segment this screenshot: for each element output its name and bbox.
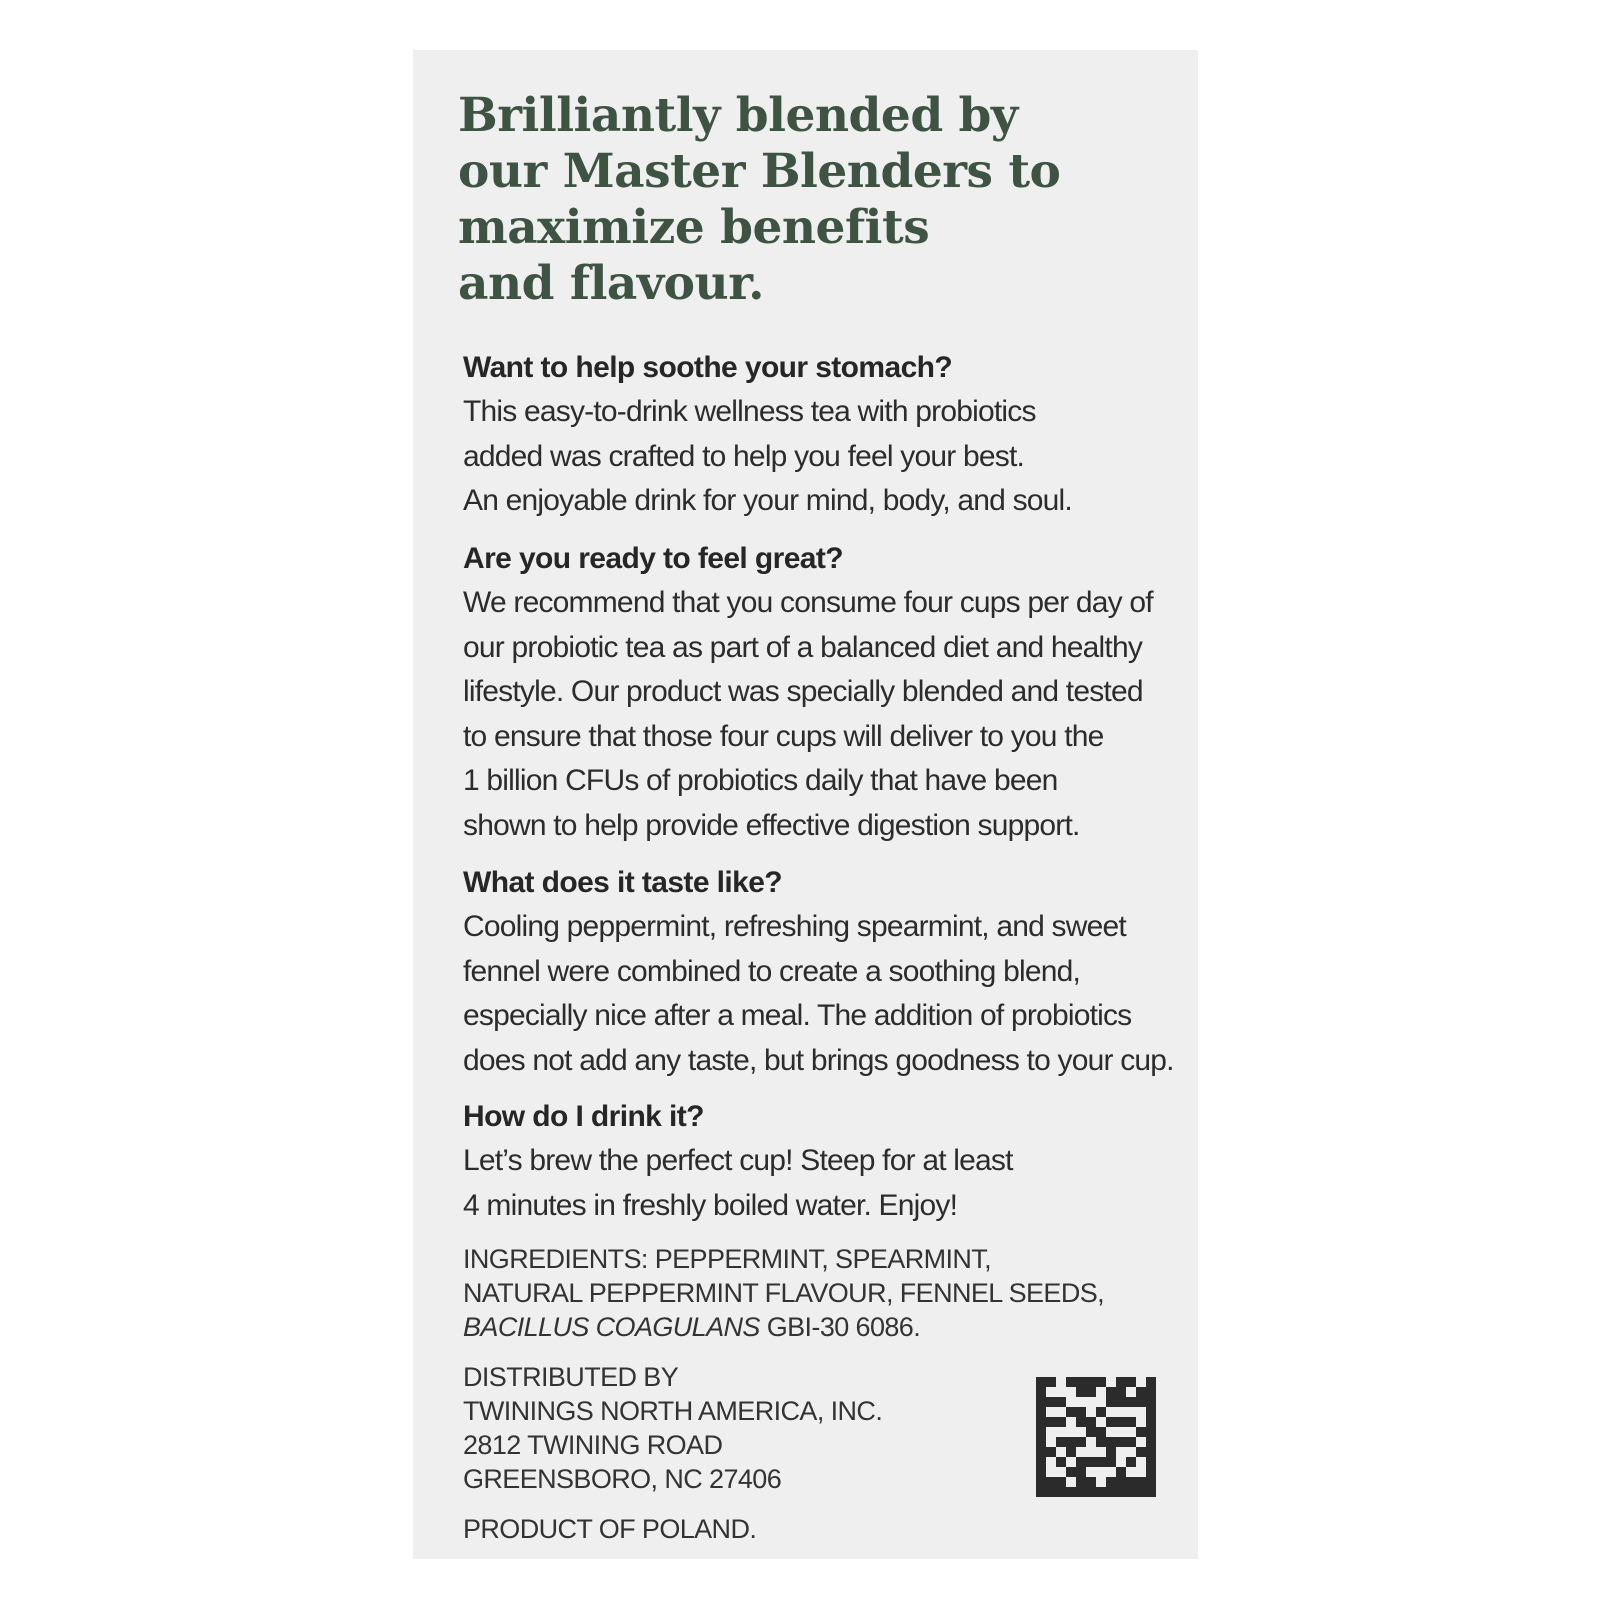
matrix-cell xyxy=(1146,1487,1156,1497)
section-text-line: lifestyle. Our product was specially blended and tested xyxy=(463,675,1143,708)
matrix-cell xyxy=(1066,1407,1076,1417)
matrix-cell xyxy=(1036,1427,1046,1437)
matrix-cell xyxy=(1086,1387,1096,1397)
matrix-cell xyxy=(1146,1447,1156,1457)
matrix-cell xyxy=(1066,1437,1076,1447)
distributor-line: 2812 TWINING ROAD xyxy=(463,1430,723,1460)
probiotic-strain-name: BACILLUS COAGULANS xyxy=(463,1312,760,1342)
matrix-cell xyxy=(1146,1377,1156,1387)
matrix-cell xyxy=(1036,1447,1046,1457)
matrix-cell xyxy=(1086,1487,1096,1497)
section-heading: Want to help soothe your stomach? xyxy=(463,351,953,384)
product-origin xyxy=(463,1512,756,1546)
ingredients xyxy=(463,1242,1104,1344)
section-text-line: our probiotic tea as part of a balanced diet and healthy xyxy=(463,630,1143,664)
ingredients-line xyxy=(463,1310,1104,1344)
matrix-cell xyxy=(1106,1447,1116,1457)
matrix-cell xyxy=(1036,1387,1046,1397)
matrix-cell xyxy=(1116,1437,1126,1447)
section-drink xyxy=(463,1095,1163,1228)
matrix-cell xyxy=(1146,1427,1156,1437)
matrix-cell xyxy=(1146,1417,1156,1427)
matrix-cell xyxy=(1036,1417,1046,1427)
matrix-cell xyxy=(1146,1407,1156,1417)
matrix-cell xyxy=(1056,1457,1066,1467)
matrix-cell xyxy=(1146,1437,1156,1447)
matrix-cell xyxy=(1046,1487,1056,1497)
section-text-line: Cooling peppermint, refreshing spearmint, and sweet xyxy=(463,910,1126,943)
section-soothe xyxy=(463,346,1163,524)
matrix-cell xyxy=(1046,1377,1056,1387)
section-text-line: added was crafted to help you feel your best. xyxy=(463,439,1025,473)
matrix-cell xyxy=(1116,1397,1126,1407)
matrix-cell xyxy=(1126,1377,1136,1387)
matrix-cell xyxy=(1106,1487,1116,1497)
headline-line: maximize benefits xyxy=(458,200,930,255)
matrix-cell xyxy=(1056,1397,1066,1407)
matrix-cell xyxy=(1066,1487,1076,1497)
probiotic-strain-code: GBI-30 6086. xyxy=(759,1312,921,1342)
matrix-cell xyxy=(1126,1477,1136,1487)
matrix-cell xyxy=(1096,1427,1106,1437)
matrix-cell xyxy=(1076,1407,1086,1417)
matrix-cell xyxy=(1036,1407,1046,1417)
matrix-cell xyxy=(1066,1447,1076,1457)
matrix-cell xyxy=(1136,1427,1146,1437)
matrix-cell xyxy=(1036,1377,1046,1387)
matrix-cell xyxy=(1086,1377,1096,1387)
section-text-line: does not add any taste, but brings goodness to your cup. xyxy=(463,1043,1174,1077)
matrix-cell xyxy=(1086,1417,1096,1427)
section-text-line: 4 minutes in freshly boiled water. Enjoy! xyxy=(463,1188,958,1222)
matrix-cell xyxy=(1116,1477,1126,1487)
section-text-line: especially nice after a meal. The addition of probiotics xyxy=(463,999,1132,1032)
matrix-cell xyxy=(1136,1447,1146,1457)
matrix-cell xyxy=(1116,1487,1126,1497)
matrix-cell xyxy=(1146,1457,1156,1467)
matrix-cell xyxy=(1106,1437,1116,1447)
matrix-cell xyxy=(1106,1457,1116,1467)
matrix-cell xyxy=(1076,1467,1086,1477)
matrix-cell xyxy=(1106,1397,1116,1407)
headline-line: Brilliantly blended by xyxy=(458,88,1018,143)
matrix-cell xyxy=(1086,1457,1096,1467)
matrix-cell xyxy=(1046,1397,1056,1407)
matrix-cell xyxy=(1146,1387,1156,1397)
matrix-cell xyxy=(1066,1467,1076,1477)
matrix-cell xyxy=(1136,1487,1146,1497)
matrix-cell xyxy=(1036,1437,1046,1447)
matrix-cell xyxy=(1126,1397,1136,1407)
headline xyxy=(458,88,1118,312)
data-matrix-code xyxy=(1036,1377,1156,1497)
headline-line: and flavour. xyxy=(458,256,765,311)
matrix-cell xyxy=(1036,1487,1046,1497)
matrix-cell xyxy=(1136,1477,1146,1487)
matrix-cell xyxy=(1106,1477,1116,1487)
matrix-cell xyxy=(1116,1467,1126,1477)
matrix-cell xyxy=(1036,1457,1046,1467)
matrix-cell xyxy=(1056,1437,1066,1447)
matrix-cell xyxy=(1046,1417,1056,1427)
matrix-cell xyxy=(1116,1417,1126,1427)
section-heading: Are you ready to feel great? xyxy=(463,542,843,575)
matrix-cell xyxy=(1106,1387,1116,1397)
matrix-cell xyxy=(1106,1417,1116,1427)
section-text-line: Let’s brew the perfect cup! Steep for at least xyxy=(463,1144,1013,1177)
matrix-cell xyxy=(1126,1487,1136,1497)
matrix-cell xyxy=(1076,1437,1086,1447)
matrix-cell xyxy=(1146,1477,1156,1487)
matrix-cell xyxy=(1086,1427,1096,1437)
matrix-cell xyxy=(1136,1387,1146,1397)
matrix-cell xyxy=(1056,1487,1066,1497)
matrix-cell xyxy=(1126,1417,1136,1427)
matrix-cell xyxy=(1146,1467,1156,1477)
matrix-cell xyxy=(1046,1447,1056,1457)
section-taste xyxy=(463,861,1174,1083)
matrix-cell xyxy=(1096,1407,1106,1417)
matrix-cell xyxy=(1146,1397,1156,1407)
ingredients-line: NATURAL PEPPERMINT FLAVOUR, FENNEL SEEDS, xyxy=(463,1278,1105,1308)
matrix-cell xyxy=(1036,1397,1046,1407)
section-text-line: An enjoyable drink for your mind, body, and soul. xyxy=(463,484,1072,517)
section-text-line: This easy-to-drink wellness tea with probiotics xyxy=(463,395,1036,428)
matrix-cell xyxy=(1096,1487,1106,1497)
matrix-cell xyxy=(1036,1477,1046,1487)
section-feel-great xyxy=(463,537,1163,848)
section-heading: How do I drink it? xyxy=(463,1100,704,1133)
distributor-line: DISTRIBUTED BY xyxy=(463,1362,679,1392)
matrix-cell xyxy=(1096,1377,1106,1387)
matrix-cell xyxy=(1056,1417,1066,1427)
section-text-line: 1 billion CFUs of probiotics daily that have been xyxy=(463,764,1058,797)
matrix-cell xyxy=(1096,1437,1106,1447)
matrix-cell xyxy=(1056,1477,1066,1487)
matrix-cell xyxy=(1076,1487,1086,1497)
matrix-cell xyxy=(1136,1397,1146,1407)
matrix-cell xyxy=(1076,1387,1086,1397)
matrix-cell xyxy=(1046,1477,1056,1487)
matrix-cell xyxy=(1076,1417,1086,1427)
matrix-cell xyxy=(1126,1437,1136,1447)
section-text-line: We recommend that you consume four cups per day of xyxy=(463,586,1153,619)
origin-line: PRODUCT OF POLAND. xyxy=(463,1514,757,1544)
matrix-cell xyxy=(1116,1377,1126,1387)
distributor-line: GREENSBORO, NC 27406 xyxy=(463,1464,782,1494)
distributor-line: TWININGS NORTH AMERICA, INC. xyxy=(463,1396,883,1426)
section-heading: What does it taste like? xyxy=(463,866,782,899)
matrix-cell xyxy=(1036,1467,1046,1477)
ingredients-line: INGREDIENTS: PEPPERMINT, SPEARMINT, xyxy=(463,1244,992,1274)
section-text-line: to ensure that those four cups will deliver to you the xyxy=(463,719,1104,753)
matrix-cell xyxy=(1086,1477,1096,1487)
section-text-line: shown to help provide effective digestion support. xyxy=(463,808,1080,842)
section-text-line: fennel were combined to create a soothing blend, xyxy=(463,954,1081,988)
matrix-cell xyxy=(1066,1377,1076,1387)
distributor-info xyxy=(463,1360,882,1496)
headline-line: our Master Blenders to xyxy=(458,144,1061,199)
matrix-cell xyxy=(1116,1387,1126,1397)
matrix-cell xyxy=(1126,1457,1136,1467)
matrix-cell xyxy=(1096,1457,1106,1467)
matrix-cell xyxy=(1076,1477,1086,1487)
matrix-cell xyxy=(1076,1457,1086,1467)
matrix-cell xyxy=(1076,1377,1086,1387)
